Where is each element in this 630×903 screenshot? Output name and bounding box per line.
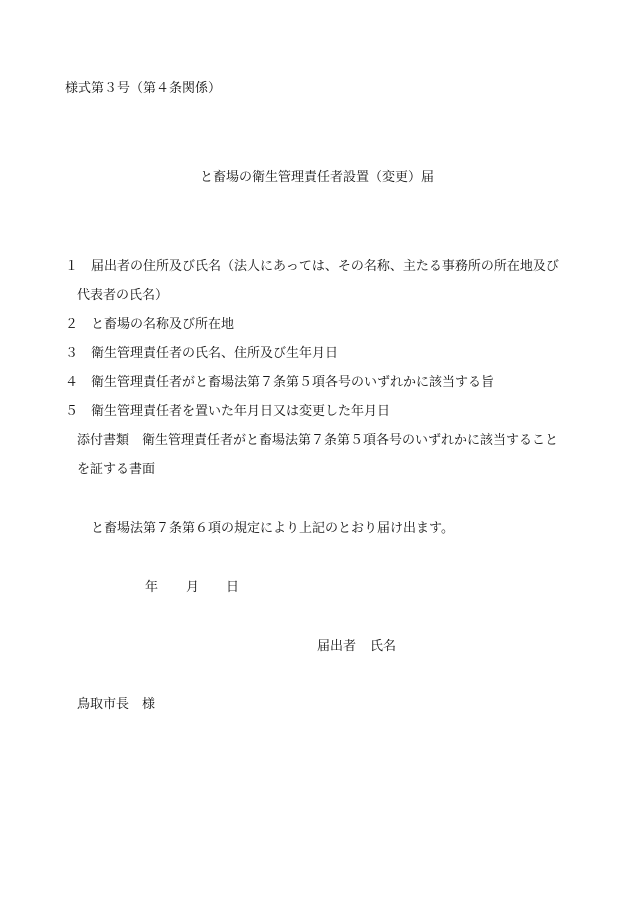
item-4 [65, 375, 494, 391]
item-3-number: ３ [65, 346, 79, 361]
date-year: 年 [145, 580, 159, 595]
document-title: と畜場の衛生管理責任者設置（変更）届 [200, 170, 435, 185]
attachment-line-1: 添付書類 衛生管理責任者がと畜場法第７条第５項各号のいずれかに該当すること [77, 433, 559, 448]
item-2 [65, 317, 234, 333]
item-1 [65, 259, 559, 275]
item-5-number: ５ [65, 404, 79, 419]
item-1-text: 届出者の住所及び氏名（法人にあっては、その名称、主たる事務所の所在地及び [91, 259, 559, 274]
date-day: 日 [226, 580, 240, 595]
attachment-line-2: を証する書面 [77, 462, 156, 477]
item-4-text: 衛生管理責任者がと畜場法第７条第５項各号のいずれかに該当する旨 [91, 375, 495, 390]
item-1-continuation: 代表者の氏名） [77, 288, 169, 303]
item-2-number: ２ [65, 317, 79, 332]
date-month: 月 [186, 580, 200, 595]
item-3 [65, 346, 338, 362]
item-5-text: 衛生管理責任者を置いた年月日又は変更した年月日 [91, 404, 391, 419]
item-5 [65, 404, 390, 420]
item-4-number: ４ [65, 375, 79, 390]
applicant-name-label: 氏名 [370, 639, 397, 654]
form-number: 様式第３号（第４条関係） [65, 81, 222, 96]
addressee: 鳥取市長 様 [77, 697, 156, 712]
applicant-label: 届出者 [317, 639, 357, 654]
item-2-text: と畜場の名称及び所在地 [91, 317, 235, 332]
item-1-number: １ [65, 259, 79, 274]
item-3-text: 衛生管理責任者の氏名、住所及び生年月日 [91, 346, 339, 361]
statement: と畜場法第７条第６項の規定により上記のとおり届け出ます。 [91, 521, 454, 536]
